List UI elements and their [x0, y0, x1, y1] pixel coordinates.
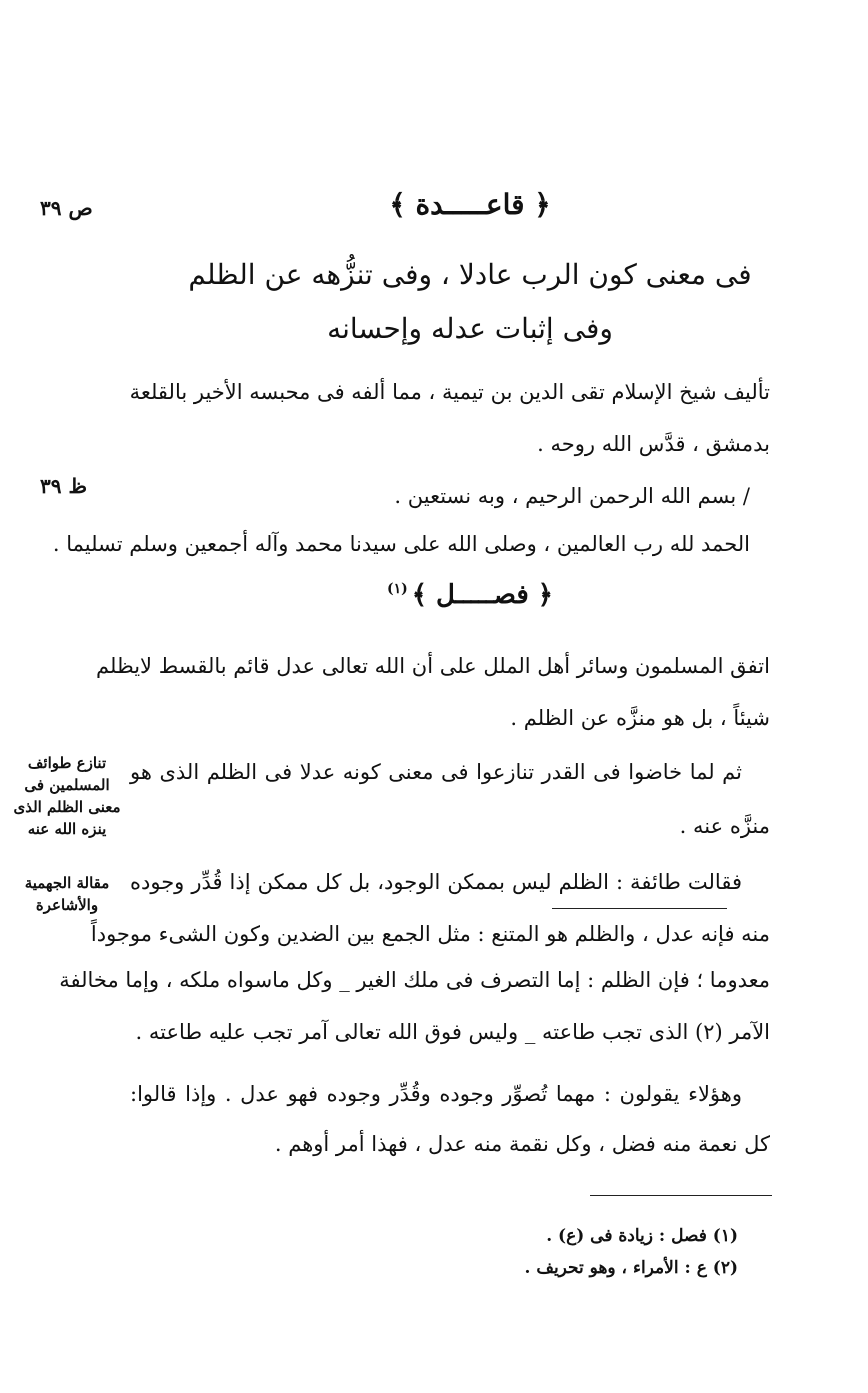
- footnote-1: (١) فصل : زيادة فى (ع) .: [546, 1226, 738, 1246]
- title-line-2: وفى إثبات عدله وإحسانه: [327, 312, 613, 345]
- gloss-line: معنى الظلم الذى: [13, 798, 121, 816]
- body-line-9: وهؤلاء يقولون : مهما تُصوِّر وجوده وقُدِّر وجوده فهو عدل . وإذا قالوا:: [130, 1082, 742, 1106]
- author-line-1: تأليف شيخ الإسلام تقى الدين بن تيمية ، مما ألفه فى محبسه الأخير بالقلعة: [129, 380, 770, 404]
- heading-kaida: ﴿ قاعـــــدة ﴾: [389, 188, 551, 221]
- body-line-7: معدوما ؛ فإن الظلم : إما التصرف فى ملك الغير _ وكل ماسواه ملكه ، وإما مخالفة: [59, 968, 770, 992]
- underline-rule: [552, 908, 727, 909]
- gloss-line: مقالة الجهمية: [24, 874, 110, 892]
- body-line-3: ثم لما خاضوا فى القدر تنازعوا فى معنى كونه عدلا فى الظلم الذى هو: [130, 760, 742, 784]
- body-line-5: فقالت طائفة : الظلم ليس بممكن الوجود، بل كل ممكن إذا قُدِّر وجوده: [130, 870, 742, 894]
- footnote-rule: [590, 1195, 772, 1196]
- body-line-2: شيئاً ، بل هو منزَّه عن الظلم .: [510, 706, 770, 730]
- body-line-10: كل نعمة منه فضل ، وكل نقمة منه عدل ، فهذا أمر أوهم .: [274, 1132, 770, 1156]
- margin-gloss-jahmiyya: [12, 872, 122, 916]
- title-line-1: فى معنى كون الرب عادلا ، وفى تنزُّهه عن الظلم: [188, 258, 752, 291]
- gloss-line: والأشاعرة: [35, 896, 99, 914]
- author-line-2: بدمشق ، قدَّس الله روحه .: [537, 432, 770, 456]
- footnote-mark-1: (١): [386, 581, 408, 598]
- gloss-line: المسلمين فى: [24, 776, 110, 794]
- body-line-1: اتفق المسلمون وسائر أهل الملل على أن الله تعالى عدل قائم بالقسط لايظلم: [96, 654, 770, 678]
- body-line-4: منزَّه عنه .: [679, 814, 770, 838]
- hamdala-line: الحمد لله رب العالمين ، وصلى الله على سيدنا محمد وآله أجمعين وسلم تسليما .: [52, 532, 750, 556]
- gloss-line: ينزه الله عنه: [27, 820, 107, 838]
- gloss-line: تنازع طوائف: [27, 754, 107, 772]
- body-line-8: الآمر (٢) الذى تجب طاعته _ وليس فوق الله تعالى آمر تجب عليه طاعته .: [135, 1020, 770, 1044]
- margin-gloss-dispute: [12, 752, 122, 840]
- basmala-line: / بسم الله الرحمن الرحيم ، وبه نستعين .: [394, 484, 750, 508]
- margin-page-ref-mid: ظ ٣٩: [40, 474, 87, 498]
- margin-page-ref-top: ص ٣٩: [40, 196, 93, 220]
- heading-fasl: [130, 580, 810, 610]
- body-line-6: منه فإنه عدل ، والظلم هو المتنع : مثل الجمع بين الضدين وكون الشىء موجوداً: [90, 922, 770, 946]
- footnote-2: (٢) ع : الأمراء ، وهو تحريف .: [524, 1258, 738, 1278]
- fasl-label: ﴿ فصـــــل ﴾: [411, 580, 554, 610]
